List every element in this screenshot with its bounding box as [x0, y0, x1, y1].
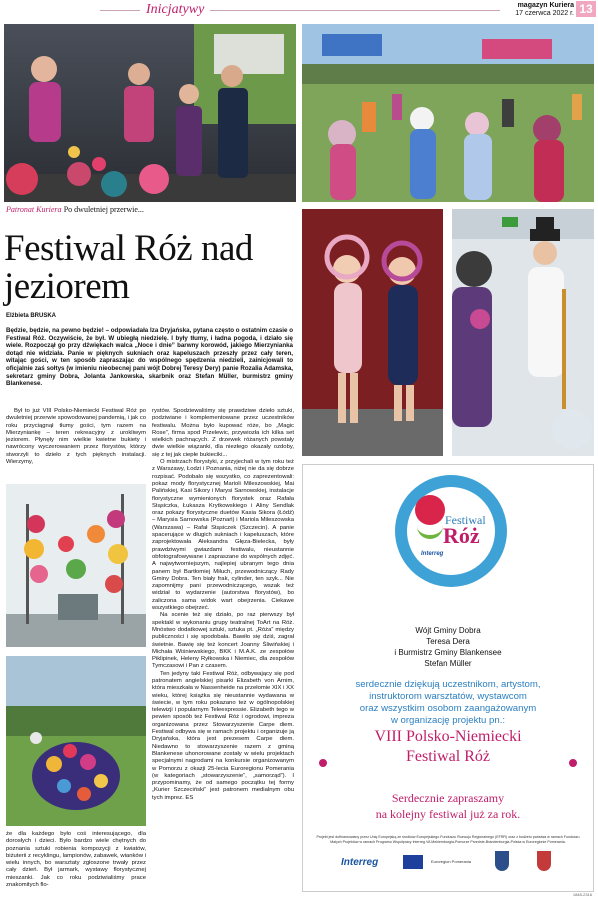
footer-code: 1848-2316 — [572, 892, 592, 897]
article-paragraph: Ten jedyny taki Festiwal Róż, odbywający się pod patronatem angielskiej pisarki Elizabeth von Arnim, która mieszkała w Nassenheide na przełomie XIX i XX wieku, której książka się nieustannie wydawana w świecie, w tym roku pokazano też w ogólnopolskiej telewizji i popularnym Teleexpressie. Elizabeth tego w pewien sposób też Festiwal Róż i ogrodowi, impreza organizowana przez Stowarzyszenie Carpe diem. Festiwal odbywa się w ramach projektu i organizuje ją Dryjańska, która jest prezesem Carpe diem. Niedawno to stowarzyszenie razem z gminą Blankenese uhonorowane zostały w wielu projektach specjalnymi nagrodami na konkursie organizowanym w Pomorzu z okazji 25-lecia Euroregionu Pomerania (w kategoriach „stowarzyszenie”, „samorząd”). I przypominamy, że od samego początku tej formy „Kurier Szczeciński” jest patronem medialnym obu tych imprez. ES — [152, 670, 294, 801]
thanks-line: w organizację projektu pn.: — [390, 715, 506, 726]
photo-couple — [452, 209, 594, 456]
host-line: Stefan Müller — [424, 659, 472, 668]
festival-advertisement — [302, 464, 594, 892]
host-line: Wójt Gminy Dobra — [415, 626, 481, 635]
issue-date: 17 czerwca 2022 r. — [515, 10, 574, 17]
rose-icon — [319, 759, 327, 767]
interreg-logo: Interreg — [341, 857, 379, 868]
ad-logo-strip — [311, 849, 585, 883]
photo-lake-sculpture — [6, 656, 146, 826]
article-column-2 — [152, 408, 294, 896]
article-paragraph: Na scenie też się działo, po raz pierwszy był spektakl w wykonaniu grupy teatralnej ToArt na Róż. Mnóstwo dodatkowej sztuki, sztuka pt. „Róża” między publiczności i się spodobała. Bawiło się dziś, zagrał świetnie. Bawię się też koncert Joanny Śliwińskiej i Michała Wiśniewskiego, BKK i M.A.K. ze zespołów Piklipinek, Heleny Ryłkowska i Niemiec, dla zespołów Tymczasowi i Pan z czasem. — [152, 612, 294, 670]
photo-stage — [4, 24, 296, 202]
ad-funding-note: Projekt jest dofinansowany przez Unię Europejską ze środków Europejskiego Funduszu Rozwoju Regionalnego (EFRR) oraz z budżetu państwa w ramach Funduszu Małych Projektów w ramach Programu Współpracy Interreg VA Meklemburgia-Pomorze Przednie-Brandenburgia-Polska w Euroregionie Pomerania. — [316, 835, 580, 844]
thanks-line: oraz wszystkim osobom zaangażowanym — [359, 703, 537, 714]
ad-thanks — [303, 679, 593, 727]
kicker — [6, 205, 144, 214]
ad-invitation — [303, 790, 593, 822]
gmina-dobra-crest-icon — [495, 851, 509, 871]
page-number: 13 — [576, 1, 596, 17]
section-title: Inicjatywy — [140, 2, 210, 18]
logo-roz: Róż — [443, 523, 480, 548]
ad-title-line-2: Festiwal Róż — [406, 748, 490, 765]
host-line: i Burmistrz Gminy Blankensee — [394, 648, 502, 657]
article-paragraph: Był to już VIII Polsko-Niemiecki Festiwal Róż po dwuletniej przerwie spowodowanej pandemią, i jak co roku przyciągnął tłumy gości, tym razem na Mierzyniankę – teren rekreacyjny z urokliwym jeziorem. Płynęły nim wielkie kwietne bukiety i nawrócony wyczerowaniem przez florystów, którzy stworzyli to dzieło z tych pięknych instalacji. Wierzymy, — [6, 408, 146, 466]
thanks-line: serdecznie dziękują uczestnikom, artystom, — [355, 679, 541, 690]
article-paragraph: O mistrzach florystyki, z przyjechali w tym roku też z Warszawy, Łodzi i Poznania, niżej nie da się dobrze rozpisać. Podobało się wszystko, co zaprezentowali: pokaz mody florystycznej Marioli Mileszowskiej, Mai Palińskiej, Kasi Sikory i Marysi Sarnowskiej, instalacje florystyczne wymienionych florystek oraz Rafała Stąsiczka, Łukasza Krytkowskiego i Aliny Sendlak oraz pokazy florystyczne duetów Kasia Sikora (Łódź) – Marysia Sarnowska (Poznań) i Mariola Mileszowska (Warszawa) – Rafał Stąsiczek (Szczecin). A panie spacerujące w długich sukniach i kapeluszach, które zaprojektowała Aleksandra Głęza-Bielecka, były prawdziwymi gwiazdami festiwalu, nieustannie obfotografowywane i zapraszane do wspólnych zdjęć. A najwytworniejszym, najlepiej ubranym tego dnia panem był Bartłomiej Miłuch, przewodniczący Rady Gminy Dobra. Ten biały frak, cylinder, ten szyk... Nie zapomnijmy pani przewodniczącego, wszak też widział to wydarzenie (autorstwa florystów), bo zaliczona sama widok wart obejrzenia. Ciekawe wszystkiego obejrzeć. — [152, 459, 294, 612]
article-paragraph: że dla każdego było coś interesującego, dla dorosłych i dzieci. Było bardzo wiele chętnych do poznania sztuki robienia kompozycji z kwiatów, biżuterii z recyklingu, lampionów, zabawek, wianków i wielu innych, bo warsztaty zgłoszone trwały przez cały dzień. Był jarmark, wystawy florystycznej mieszanki. Jak co roku podziwialiśmy prace znakomitych flo- — [6, 831, 146, 889]
photo-girls — [302, 209, 443, 456]
lead-paragraph: Będzie, będzie, na pewno będzie! – odpowiadała Iza Dryjańska, pytana często o ostatnim czasie o Festiwal Róż. Oczywiście, że był. W ubiegłą niedzielę. I były tłumy, i ładna pogoda, i działo się wiele. Rozpoczął go przy dźwiękach walca „Noce i dnie” barwny korowód, jakiego Mierzynianka dotąd nie widziała. Panie w pięknych sukniach oraz kapeluszach przeszły przez cały teren, witając gości, w ten sposób zapraszając do wspólnego spędzenia niedzieli, zainicjowali to oficjalnie zaś sołtys (w imieniu nieobecnej pani wójt Dobrej Teresy Dery) panie Rozalia Adamska, sekretarz gminy Dobra, Jolanta Jankowska, skarbnik oraz Stefan Müller, burmistrz gminy Blankenese. — [6, 327, 293, 388]
logo-interreg: Interreg — [421, 551, 444, 557]
article-paragraph: rystów. Spodziewaliśmy się prawdziwe dzieło sztuki, podziwiane i komplementowane przez uczestników festiwalu. Można było kupować róże, bo „Magic Rose”, firma spod Przelewic, przywiozła ich kilka set wielkich pachnących. Z drzewek różanych powstały dwie wielkie wiązanki, dla niezłego okazały ozdoby, się z tej jak ciepłe bukieciki... — [152, 408, 294, 458]
article-column-1-top — [6, 408, 146, 466]
headline: Festiwal Róż nad jeziorem — [4, 228, 253, 307]
byline: Elżbieta BRUSKA — [6, 313, 57, 319]
article-column-1-bottom — [6, 831, 146, 889]
invite-line: Serdecznie zapraszamy — [391, 791, 505, 805]
pomerania-logo: Euroregion Pomerania — [431, 859, 472, 864]
thanks-line: instruktorom warsztatów, wystawcom — [369, 691, 527, 702]
festival-logo — [395, 475, 507, 587]
blankensee-crest-icon — [537, 851, 551, 871]
invite-line: na kolejny festiwal już za rok. — [375, 807, 521, 821]
rose-icon — [569, 759, 577, 767]
ad-hosts — [303, 625, 593, 669]
page-header — [0, 0, 598, 22]
logo-festiwal: Festiwal — [445, 513, 486, 527]
kicker-label: Patronat Kuriera — [6, 205, 62, 214]
magazine-info — [515, 2, 574, 18]
photo-crowd — [302, 24, 594, 202]
rose-icon — [415, 495, 445, 525]
eu-flag-icon — [403, 855, 423, 869]
host-line: Teresa Dera — [426, 637, 470, 646]
kicker-text: Po dwuletniej przerwie... — [63, 205, 144, 214]
magazine-name: magazyn Kuriera — [517, 2, 574, 9]
ad-title-line-1: VIII Polsko-Niemiecki — [374, 728, 522, 745]
photo-installation — [6, 484, 146, 647]
